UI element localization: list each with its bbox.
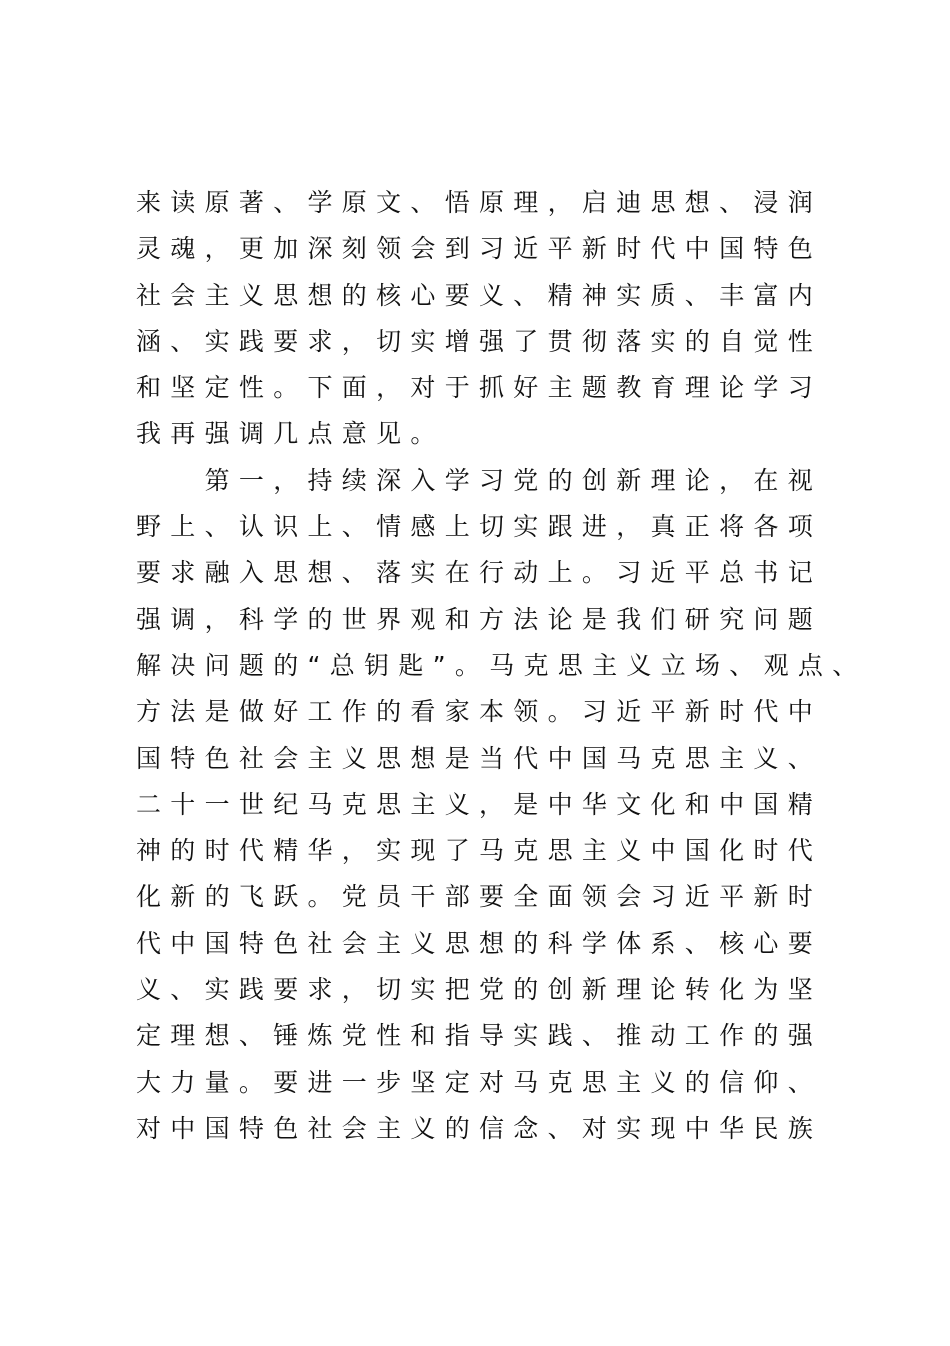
text-line: 大力量。要进一步坚定对马克思主义的信仰、 — [136, 1067, 823, 1097]
text-line: 对中国特色社会主义的信念、对实现中华民族 — [136, 1113, 823, 1143]
text-line: 化新的飞跃。党员干部要全面领会习近平新时 — [136, 882, 823, 912]
text-line: 野上、认识上、情感上切实跟进，真正将各项 — [136, 512, 823, 542]
text-line: 我再强调几点意见。 — [136, 419, 445, 449]
text-line: 方法是做好工作的看家本领。习近平新时代中 — [136, 697, 823, 727]
text-line: 神的时代精华，实现了马克思主义中国化时代 — [136, 836, 823, 866]
text-line: 第一，持续深入学习党的创新理论，在视 — [136, 465, 823, 495]
text-line: 强调，科学的世界观和方法论是我们研究问题 — [136, 604, 823, 634]
text-line: 代中国特色社会主义思想的科学体系、核心要 — [136, 928, 823, 958]
text-line: 来读原著、学原文、悟原理，启迪思想、浸润 — [136, 188, 823, 217]
text-line: 国特色社会主义思想是当代中国马克思主义、 — [136, 743, 823, 773]
text-line: 灵魂，更加深刻领会到习近平新时代中国特色 — [136, 234, 823, 264]
text-line: 和坚定性。下面，对于抓好主题教育理论学习 — [136, 373, 823, 403]
text-line: 义、实践要求，切实把党的创新理论转化为坚 — [136, 975, 823, 1005]
text-line: 二十一世纪马克思主义，是中华文化和中国精 — [136, 789, 823, 819]
body-text — [136, 180, 867, 1152]
text-line: 解决问题的“总钥匙”。马克思主义立场、观点、 — [136, 650, 867, 680]
text-line: 要求融入思想、落实在行动上。习近平总书记 — [136, 558, 823, 588]
text-line: 涵、实践要求，切实增强了贯彻落实的自觉性 — [136, 326, 823, 356]
text-line: 定理想、锤炼党性和指导实践、推动工作的强 — [136, 1021, 823, 1051]
text-line: 社会主义思想的核心要义、精神实质、丰富内 — [136, 280, 823, 310]
